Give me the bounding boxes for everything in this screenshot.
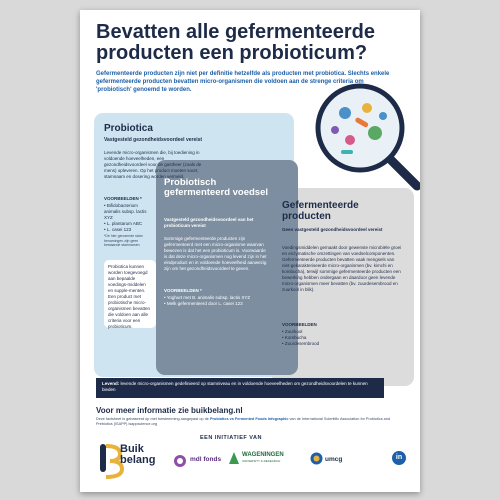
linkedin-icon[interactable]: in <box>392 451 406 465</box>
wageningen-subtitle: UNIVERSITY & RESEARCH <box>242 459 281 463</box>
initiative-label: EEN INITIATIEF VAN <box>200 435 262 441</box>
probiotica-examples <box>104 203 152 233</box>
wageningen-wordmark: WAGENINGEN <box>242 452 284 458</box>
list-item: • Melk gefermenteerd door L. casei 123 <box>164 301 243 306</box>
intro-text: Gefermenteerde producten zijn niet per definitie hetzelfde als producten met probiotica. Slechts enkele gefermenteerde producten bevatten micro-organismen die voldoen aan de strenge criteria om 'probiotisch' genoemd te worden. <box>96 71 390 93</box>
probiotisch-voedsel-examples <box>164 295 268 307</box>
umcg-logo-icon <box>310 452 323 465</box>
buik-belang-wordmark: Buik belang <box>120 443 156 466</box>
list-item: • Bifidobacterium animalis subsp. lactis XYZ <box>104 203 147 220</box>
probiotisch-voedsel-examples-heading: VOORBEELDEN * <box>164 288 202 293</box>
definition-label: Levend: <box>102 381 120 386</box>
isapp-link[interactable]: Probiotics vs Fermented Foods Infographic <box>209 417 289 421</box>
umcg-wordmark: umcg <box>325 456 343 463</box>
gefermenteerd-examples-heading: VOORBEELDEN <box>282 322 317 327</box>
probiotisch-voedsel-title: Probiotisch gefermenteerd voedsel <box>164 177 269 198</box>
list-item: • Zuurdesembrood <box>282 341 320 346</box>
list-item: • Kombucha <box>282 335 307 340</box>
gefermenteerd-subtitle: Geen vastgesteld gezondheidsvoordeel vereist <box>282 227 383 232</box>
gefermenteerd-title: Gefermenteerde producten <box>282 200 359 222</box>
list-item: • Zuurkool <box>282 329 303 334</box>
more-info-heading: Voor meer informatie zie buikbelang.nl <box>96 406 243 415</box>
probiotica-footnote: *De hier genoemde stam benamingen zijn geen bestaande stamnamen <box>104 234 143 247</box>
gefermenteerd-text: Voedingsmiddelen gemaakt door gewenste microbiële groei en enzymatische omzettingen van voedselcomponenten. Gefermenteerde producten bevatten vaak mengsels van niet-gekarakteriseerde micro-organismen (bv. kimchi en kombucha), terwijl sommige gefermenteerde producten een bewerking hebben ondergaan en daardoor geen levende micro-organismen meer bevatten (bv. zuurdesembrood en zuurkool in blik). <box>282 245 402 292</box>
mdl-fonds-wordmark: mdl fonds <box>190 456 222 463</box>
list-item: • L. plantarum ABC <box>104 221 143 226</box>
probiotica-info-box: Probiotica kunnen worden toegevoegd aan bepaalde voedings-middelen en supple-menten. Een product met probiotische micro-organismen bevatten die voldoen aan alle criteria voor een probioticum. <box>104 260 156 328</box>
list-item: • L. casei 123 <box>104 227 132 232</box>
probiotisch-voedsel-text: Sommige gefermenteerde producten zijn gefermenteerd met een micro-organisme waarvan bewezen is dat het een probioticum is. Voorwaarde is dat deze micro-organismen nog levend zijn in het eindproduct en in voldoende hoeveelheid aanwezig zijn om het gezondheidsvoordeel te geven. <box>164 236 267 271</box>
poster <box>80 10 420 492</box>
probiotica-subtitle: Vastgesteld gezondheidsvoordeel vereist <box>104 137 203 143</box>
definition-bar <box>96 378 384 398</box>
credit-prefix: Deze factsheet is gebaseerd op met toestemming aangepast op de <box>96 417 210 421</box>
credit-suffix: van de International Scientific Association for Probiotics and Prebiotics (ISAPP) isappscience.org <box>96 417 390 426</box>
probiotica-examples-heading: VOORBEELDEN * <box>104 196 142 201</box>
probiotica-title: Probiotica <box>104 123 153 134</box>
gefermenteerd-examples <box>282 329 319 347</box>
definition-text: levende micro-organismen gedefinieerd op stamniveau en in voldoende hoeveelheden om gezondheidsvoordelen te kunnen bieden <box>102 381 368 392</box>
wageningen-logo-icon <box>228 451 240 465</box>
credit-text <box>96 417 396 427</box>
list-item: • Yoghurt met B. animalis subsp. lactis XYZ <box>164 295 251 300</box>
probiotica-text: Levende micro-organismen die, bij toediening in voldoende hoeveelheden, een gezondheidsvoordeel voor de gastheer (zoals de mens) opleveren. Op het product moeten soort, stamnaam en dosering worden vermeld. <box>104 150 202 179</box>
page-title: Bevatten alle gefermenteerde producten een probioticum? <box>96 21 376 64</box>
probiotisch-voedsel-subtitle: Vastgesteld gezondheidsvoordeel van het probioticum vereist <box>164 217 254 228</box>
magnifier-illustration <box>305 78 420 198</box>
